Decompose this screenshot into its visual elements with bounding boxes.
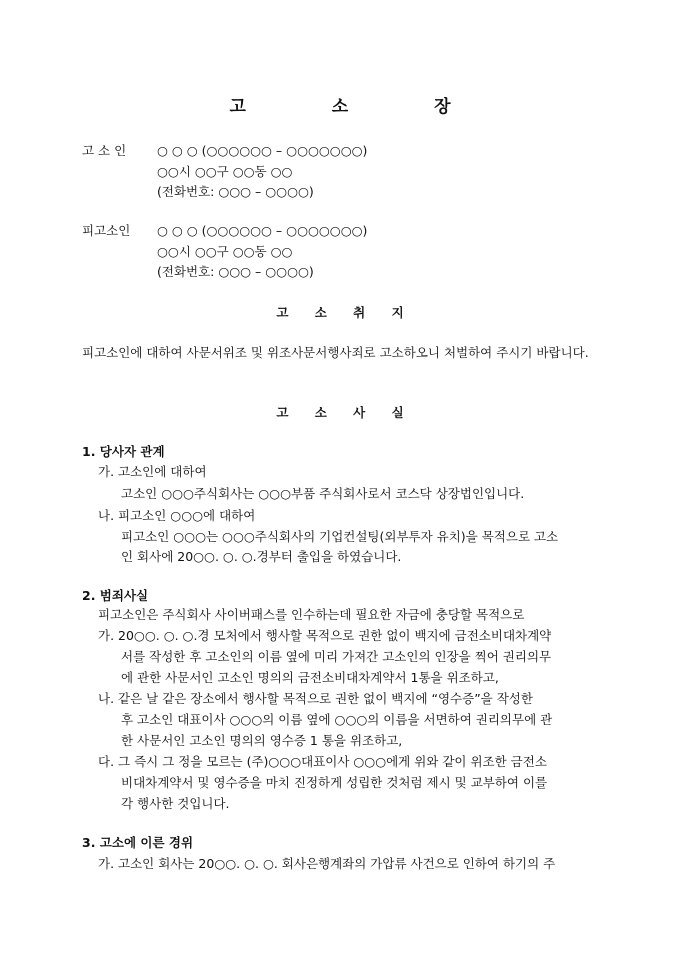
document-title: 고 소 장	[229, 97, 491, 117]
section-2-item-a-3: 에 관한 사문서인 고소인 명의의 금전소비대차계약서 1통을 위조하고,	[121, 670, 499, 685]
section-1-item-b-label: 나. 피고소인 ○○○에 대하여	[98, 508, 256, 523]
section-1-heading: 1. 당사자 관계	[82, 444, 165, 459]
section-1-item-b-text-2: 인 회사에 20○○. ○. ○.경부터 출입을 하였습니다.	[121, 549, 402, 564]
section-2-heading: 2. 범죄사실	[82, 588, 149, 603]
section-1-item-b-text-1: 피고소인 ○○○는 ○○○주식회사의 기업컨설팅(외부투자 유치)을 목적으로 고소	[121, 529, 559, 544]
section-2-item-c-1: 다. 그 즉시 그 정을 모르는 (주)○○○대표이사 ○○○에게 위와 같이 위조한 금전소	[98, 754, 547, 769]
section-2-item-c-3: 각 행사한 것입니다.	[121, 796, 230, 811]
section-3-item-a-1: 가. 고소인 회사는 20○○. ○. ○. 회사은행계좌의 가압류 사건으로 인하여 하기의 주	[98, 856, 556, 871]
section-3-heading: 3. 고소에 이른 경위	[82, 835, 194, 850]
purpose-heading: 고 소 취 지	[276, 305, 415, 320]
defendant-name: ○ ○ ○ (○○○○○○ – ○○○○○○○)	[157, 223, 368, 238]
section-2-item-c-2: 비대차계약서 및 영수증을 마치 진정하게 성립한 것처럼 제시 및 교부하여 이를	[121, 775, 548, 790]
facts-heading: 고 소 사 실	[276, 405, 415, 420]
section-1-item-a-label: 가. 고소인에 대하여	[98, 464, 207, 479]
section-2-item-a-1: 가. 20○○. ○. ○.경 모처에서 행사할 목적으로 권한 없이 백지에 금전소비대차계약	[98, 628, 552, 643]
complainant-label: 고 소 인	[82, 143, 127, 158]
section-2-intro: 피고소인은 주식회사 사이버패스를 인수하는데 필요한 자금에 충당할 목적으로	[98, 607, 525, 622]
section-2-item-b-1: 나. 같은 날 같은 장소에서 행사할 목적으로 권한 없이 백지에 “영수증”을 작성한	[98, 691, 533, 706]
defendant-label: 피고소인	[82, 223, 131, 238]
section-2-item-b-2: 후 고소인 대표이사 ○○○의 이름 옆에 ○○○의 이름을 서면하여 권리의무에 관	[121, 712, 553, 727]
complainant-name: ○ ○ ○ (○○○○○○ – ○○○○○○○)	[157, 143, 368, 158]
complainant-phone: (전화번호: ○○○ – ○○○○)	[157, 184, 314, 199]
section-1-item-a-text: 고소인 ○○○주식회사는 ○○○부품 주식회사로서 코스닥 상장법인입니다.	[121, 486, 525, 501]
defendant-address: ○○시 ○○구 ○○동 ○○	[157, 244, 293, 259]
defendant-phone: (전화번호: ○○○ – ○○○○)	[157, 264, 314, 279]
purpose-text: 피고소인에 대하여 사문서위조 및 위조사문서행사죄로 고소하오니 처벌하여 주시기 바랍니다.	[82, 345, 589, 360]
complainant-address: ○○시 ○○구 ○○동 ○○	[157, 164, 293, 179]
section-2-item-a-2: 서를 작성한 후 고소인의 이름 옆에 미리 가져간 고소인의 인장을 찍어 권리의무	[121, 649, 552, 664]
section-2-item-b-3: 한 사문서인 고소인 명의의 영수증 1 통을 위조하고,	[121, 733, 403, 748]
